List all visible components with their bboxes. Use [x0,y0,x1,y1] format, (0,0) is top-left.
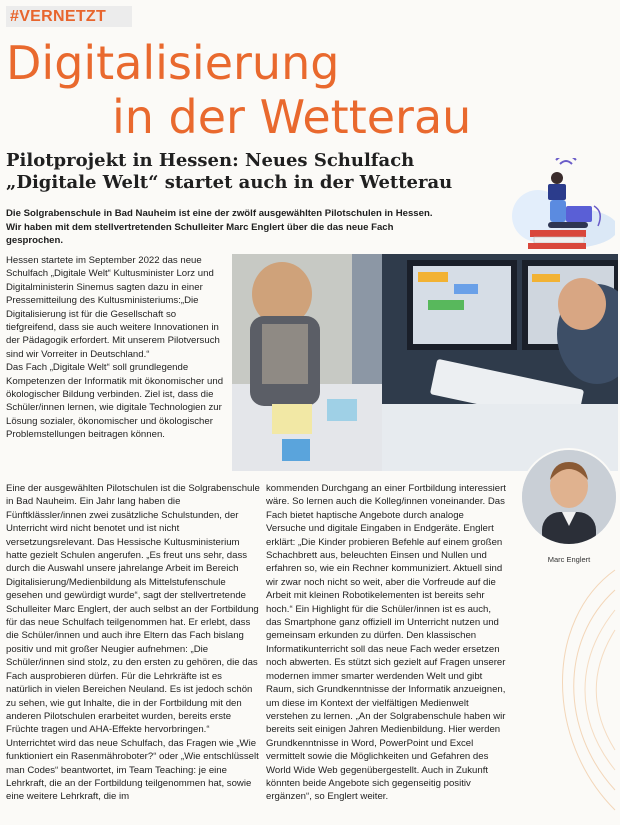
paragraph: Das Fach „Digitale Welt“ soll grundlegende Kompetenzen der Informatik mit ökonomischer und ökologischer Bildung verbinden. Ziel ist, dass die Schüler/innen lernen, wie digitale Technologien zur Lösung sozialer, ökonomischer und ökologischer Problemstellungen beitragen können. [6,362,224,441]
deco-curves [505,560,620,825]
classroom-photo [232,254,618,471]
section-tag: #VERNETZT [6,6,132,27]
laptop-reading-illustration [490,158,615,250]
article-column-bottom-left [6,482,260,804]
portrait-photo [520,448,618,546]
paragraph: Unterrichtet wird das neue Schulfach, das Fragen wie „Wie funktioniert ein Rasenmähroboter?“ oder „Wie entschlüsselt man Codes“ beantwortet, im Team Teaching: je eine Lehrkraft, die an der Fortbildung teilgenommen hat, sowie eine weitere Lehrkraft, die im [6,737,259,803]
article-column-top [6,254,228,442]
paragraph: kommenden Durchgang an einer Fortbildung interessiert wäre. So lernen auch die Kolleg/innen voneinander. Das Fach bietet haptische Angebote durch analoge Versuche und digitale Eingaben in Endgeräte. Englert erklärt: „Die Kinder probieren Befehle auf einem großen Schachbrett aus, beleuchten Einsen und Nullen und erfahren so, wie ein Rechner kommuniziert. Aktuell sind wir zwar noch nicht so weit, aber die Vorfreude auf die Arbeit mit kleinen Robotikelementen ist bereits sehr hoch.“ Ein Highlight für die Schüler/innen ist es auch, das Smartphone ganz offiziell im Unterricht nutzen und gemeinsam erkunden zu dürfen. Den klassischen Informatikunterricht soll das neue Fach weder ersetzen noch abwerten. Es stützt sich gezielt auf Fragen unserer modernen immer smarter werdenden Welt und gibt Raum, sich Grundkenntnisse der Informatik anzueignen, um diese im Kontext der vielfältigen Medienwelt verstehen zu lernen. „An der Solgrabenschule haben wir bereits seit einigen Jahren Medienbildung. Hier werden Grundkenntnisse in Word, PowerPoint und Excel vermittelt sowie die Möglichkeiten und Gefahren des World Wide Web gegenübergestellt. Auch in Zukunft könnten beide Angebote sich gegenseitig positiv ergänzen“, so Englert weiter. [266,483,506,803]
portrait-caption: Marc Englert [547,555,591,564]
title-line-1: Digitalisierung [6,36,340,90]
subheadline: Pilotprojekt in Hessen: Neues Schulfach „Digitale Welt“ startet auch in der Wetterau [6,150,453,193]
person-portrait-icon [522,450,616,544]
paragraph: Hessen startete im September 2022 das neue Schulfach „Digitale Welt“ Kultusminister Lorz und Digitalministerin Sinemus sagten dazu in einer Pressemitteilung des Kultusministeriums:„Die Digitalisierung ist für die Gesellschaft so tiefgreifend, dass sie auch weitere Innovationen in der Pädagogik erfordert. Mit unserem Pilotversuch sind wir Vorreiter in Deutschland.“ [6,255,220,360]
article-column-bottom-right [266,482,506,804]
page-title [6,36,526,144]
paragraph: Eine der ausgewählten Pilotschulen ist die Solgrabenschule in Bad Nauheim. Ein Jahr lang haben die Fünftklässler/innen zwei zusätzliche Schulstunden, der Unterricht wird nicht benotet und ist nicht versetzungsrelevant. Das Hessische Kultusministerium hatte gezielt Schulen angerufen. „Es freut uns sehr, dass durch die Auswahl unsere jahrelange Arbeit im Bereich Digitalisierung/Medienbildung als Mittelstufenschule gesehen und gewürdigt wurde“, sagt der stellvertretende Schulleiter Marc Englert, der auch selbst an der Fortbildung für das neue Schulfach teilgenommen hat. Er erlebt, dass die Schüler/innen und auch ihre Eltern das Fach bislang positiv und mit großer Neugier aufnehmen: „Die Schüler/innen sind stolz, zu den ersten zu gehören, die das Fach ausprobieren dürfen. Für die Lehrkräfte ist es natürlich in vielen Bereichen Neuland. Es ist jedoch schön zu sehen, wie gut Inhalte, die in der Fortbildung mit den anderen Pilotschulen erarbeitet wurden, bereits erste Früchte tragen und AHA-Effekte hervorbringen.“ [6,483,260,736]
lead-paragraph: Die Solgrabenschule in Bad Nauheim ist eine der zwölf ausgewählten Pilotschulen in Hessen. Wir haben mit dem stellvertretenden Schulleiter Marc Englert über die das neue Fach gesprochen. [6,208,433,246]
title-line-2: in der Wetterau [112,90,472,144]
